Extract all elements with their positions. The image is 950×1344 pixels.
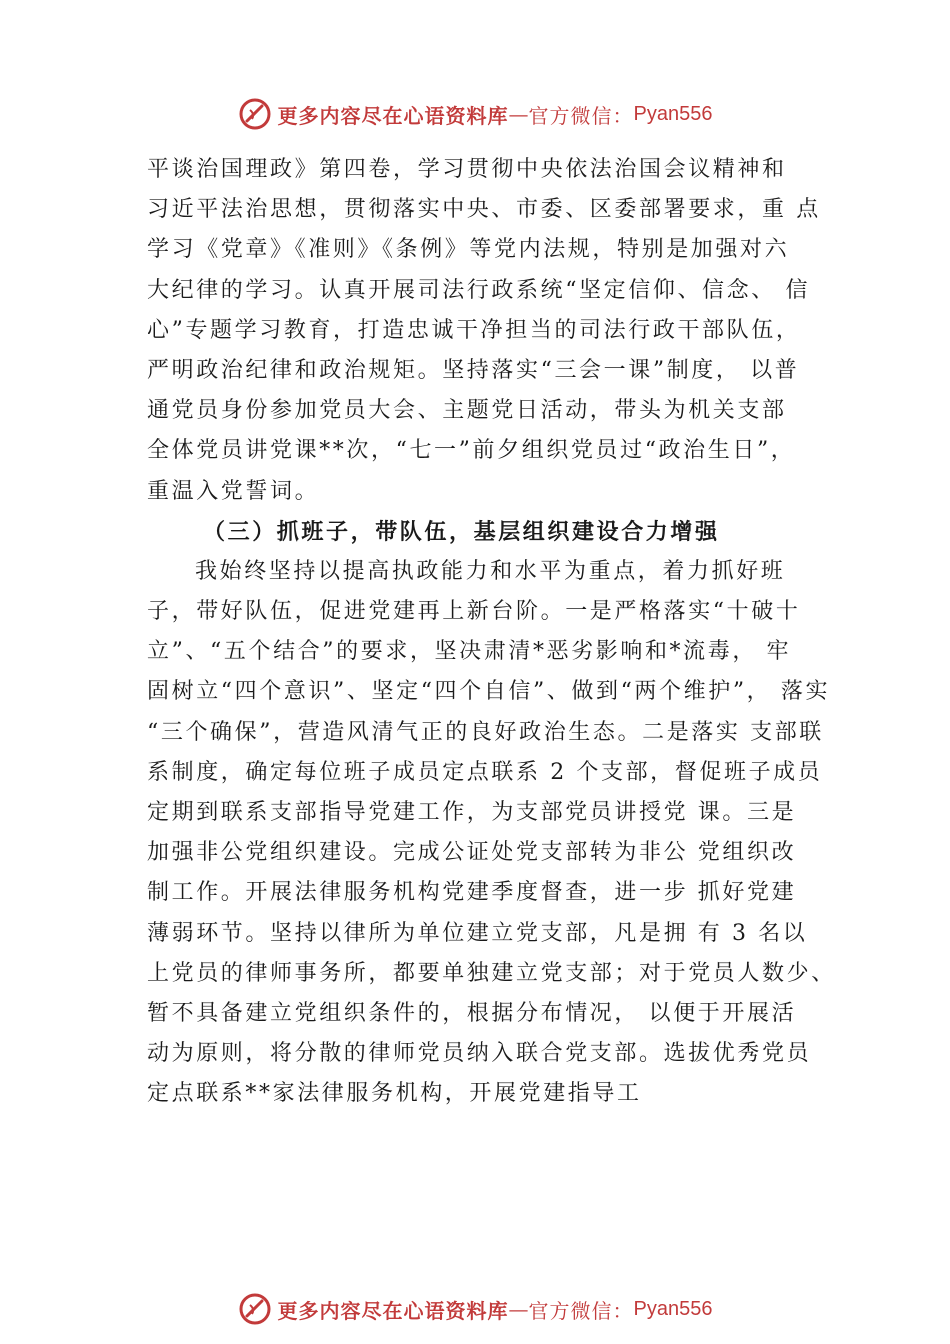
banner-dash: —	[508, 1297, 529, 1321]
text-line: 严明政治纪律和政治规矩。坚持落实“三会一课”制度， 以普	[147, 357, 800, 383]
text-line: 学习《党章》《准则》《条例》等党内法规，特别是加强对六	[147, 237, 790, 263]
banner-dash: —	[508, 102, 529, 126]
header-banner	[0, 94, 950, 134]
banner-wechat-id: Pyan556	[633, 102, 713, 125]
text-line: 全体党员讲党课**次，“七一”前夕组织党员过“政治生日”，	[147, 438, 796, 464]
banner-title: 更多内容尽在心语资料库	[277, 1298, 509, 1323]
text-line: 习近平法治思想，贯彻落实中央、市委、区委部署要求，重 点	[147, 197, 821, 223]
text-line: 暂不具备建立党组织条件的，根据分布情况， 以便于开展活	[147, 1000, 797, 1026]
section-heading: （三）抓班子，带队伍，基层组织建设合力增强	[203, 518, 720, 545]
text-line: 平谈治国理政》第四卷，学习贯彻中央依法治国会议精神和	[147, 157, 787, 182]
text-line: 大纪律的学习。认真开展司法行政系统“坚定信仰、信念、 信	[147, 277, 811, 303]
banner-title: 更多内容尽在心语资料库	[277, 103, 509, 128]
text-line: 我始终坚持以提高执政能力和水平为重点，着力抓好班	[195, 558, 786, 584]
text-line: 薄弱环节。坚持以律所为单位建立党支部，凡是拥 有 3 名以	[147, 920, 808, 946]
text-line: 定点联系**家法律服务机构，开展党建指导工	[147, 1081, 642, 1107]
text-line: 加强非公党组织建设。完成公证处党支部转为非公 党组织改	[147, 840, 797, 866]
text-line: 立”、“五个结合”的要求，坚决肃清*恶劣影响和*流毒， 牢	[147, 639, 792, 665]
text-line: 重温入党誓词。	[147, 478, 320, 504]
text-line: 动为原则，将分散的律师党员纳入联合党支部。选拔优秀党员	[147, 1041, 812, 1067]
text-line: 心”专题学习教育，打造忠诚干净担当的司法行政干部队伍，	[147, 317, 801, 343]
text-line: 通党员身份参加党员大会、主题党日活动，带头为机关支部	[147, 398, 787, 424]
text-line: 上党员的律师事务所，都要单独建立党支部；对于党员人数少、	[147, 960, 836, 986]
footer-banner	[0, 1289, 950, 1329]
text-line: 制工作。开展法律服务机构党建季度督查，进一步 抓好党建	[147, 880, 797, 906]
banner-wechat-label: 官方微信：	[528, 1298, 634, 1323]
document-body	[147, 150, 847, 1115]
text-line: 固树立“四个意识”、坚定“四个自信”、做到“两个维护”， 落实	[147, 679, 831, 705]
text-line: 子，带好队伍，促进党建再上新台阶。一是严格落实“十破十	[147, 599, 801, 625]
brush-seal-icon	[238, 1292, 272, 1326]
banner-wechat-id: Pyan556	[633, 1297, 713, 1320]
text-line: “三个确保”，营造风清气正的良好政治生态。二是落实 支部联	[147, 719, 824, 745]
text-line: 定期到联系支部指导党建工作，为支部党员讲授党 课。三是	[147, 800, 797, 825]
brush-seal-icon	[238, 97, 272, 131]
banner-wechat-label: 官方微信：	[528, 103, 634, 128]
text-line: 系制度，确定每位班子成员定点联系 2 个支部，督促班子成员	[147, 759, 823, 785]
